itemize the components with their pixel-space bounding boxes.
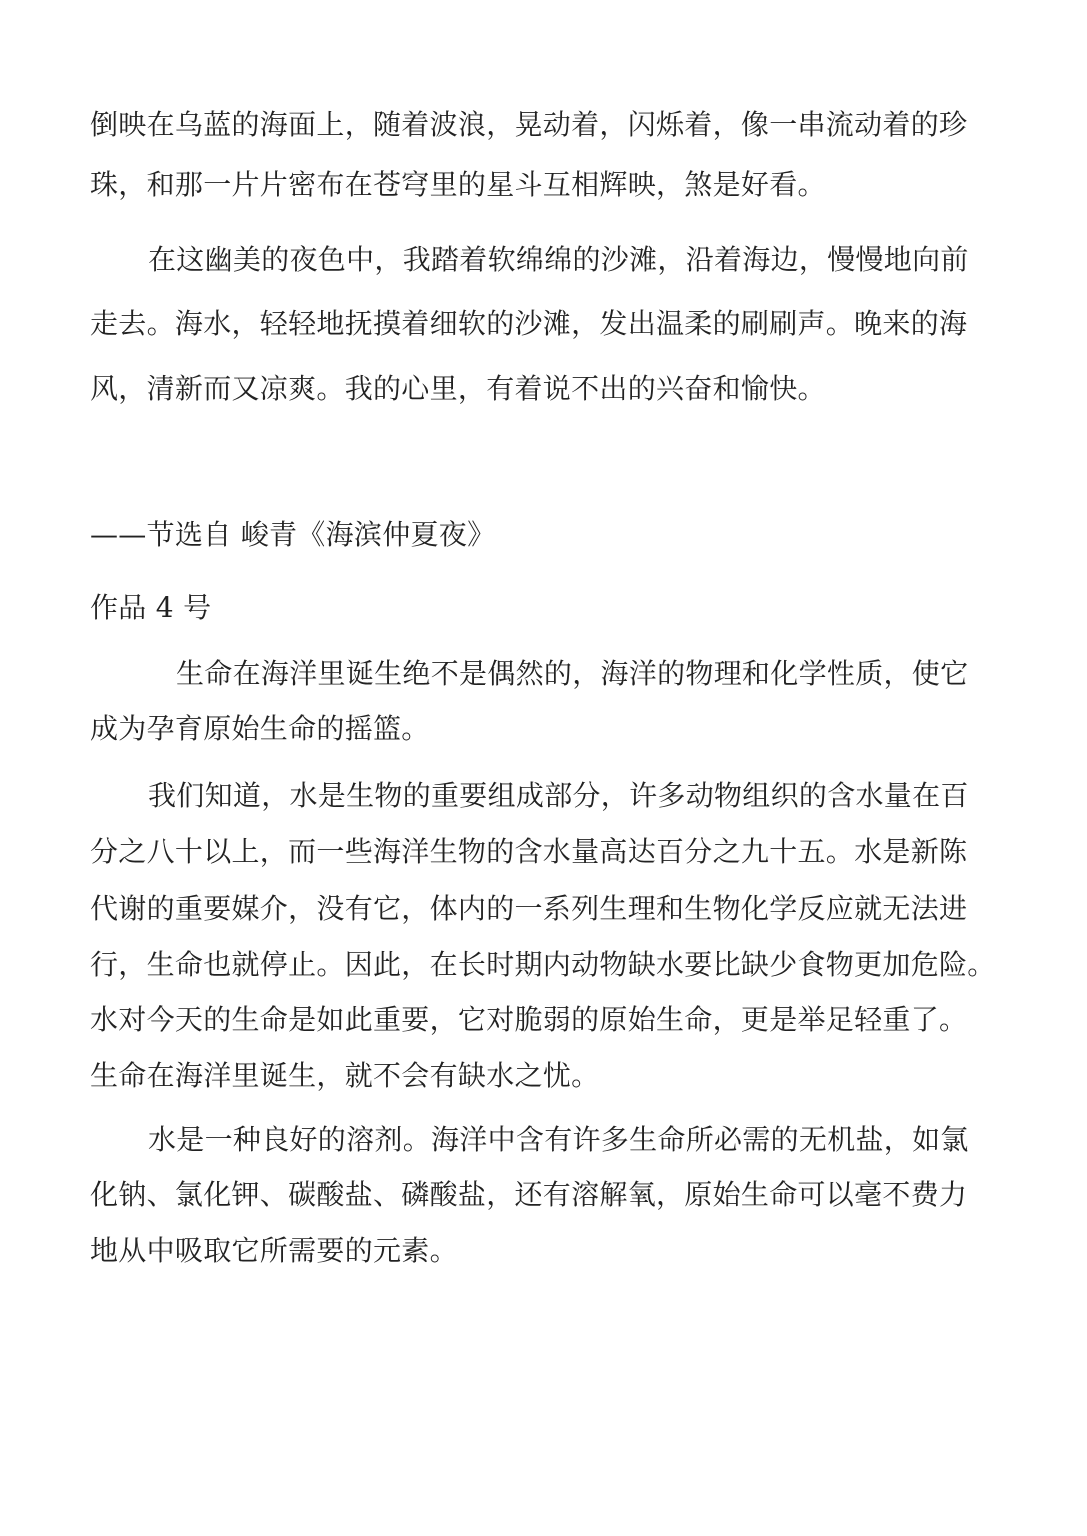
source-attribution: ——节选自 峻青《海滨仲夏夜》 (90, 518, 496, 551)
text-line: 珠，和那一片片密布在苍穹里的星斗互相辉映，煞是好看。 (90, 168, 826, 201)
text-line: 在这幽美的夜色中，我踏着软绵绵的沙滩，沿着海边，慢慢地向前 (148, 243, 969, 276)
text-line: 倒映在乌蓝的海面上，随着波浪，晃动着，闪烁着，像一串流动着的珍 (90, 108, 968, 141)
text-line: 风，清新而又凉爽。我的心里，有着说不出的兴奋和愉快。 (90, 372, 826, 405)
text-line: 水是一种良好的溶剂。海洋中含有许多生命所必需的无机盐，如氯 (148, 1123, 969, 1156)
text-line: 地从中吸取它所需要的元素。 (90, 1234, 458, 1267)
text-line: 走去。海水，轻轻地抚摸着细软的沙滩，发出温柔的刷刷声。晚来的海 (90, 307, 968, 340)
text-line: 成为孕育原始生命的摇篮。 (90, 712, 430, 745)
text-line: 水对今天的生命是如此重要，它对脆弱的原始生命，更是举足轻重了。 (90, 1003, 968, 1036)
text-line: 行，生命也就停止。因此，在长时期内动物缺水要比缺少食物更加危险。 (90, 948, 996, 981)
text-line: 化钠、氯化钾、碳酸盐、磷酸盐，还有溶解氧，原始生命可以毫不费力 (90, 1178, 968, 1211)
text-line: 代谢的重要媒介，没有它，体内的一系列生理和生物化学反应就无法进 (90, 892, 968, 925)
work-heading: 作品 4 号 (90, 591, 212, 624)
text-line: 生命在海洋里诞生，就不会有缺水之忧。 (90, 1059, 600, 1092)
text-line: 分之八十以上，而一些海洋生物的含水量高达百分之九十五。水是新陈 (90, 835, 968, 868)
text-line: 我们知道，水是生物的重要组成部分，许多动物组织的含水量在百 (148, 779, 969, 812)
text-line: 生命在海洋里诞生绝不是偶然的，海洋的物理和化学性质，使它 (176, 657, 969, 690)
